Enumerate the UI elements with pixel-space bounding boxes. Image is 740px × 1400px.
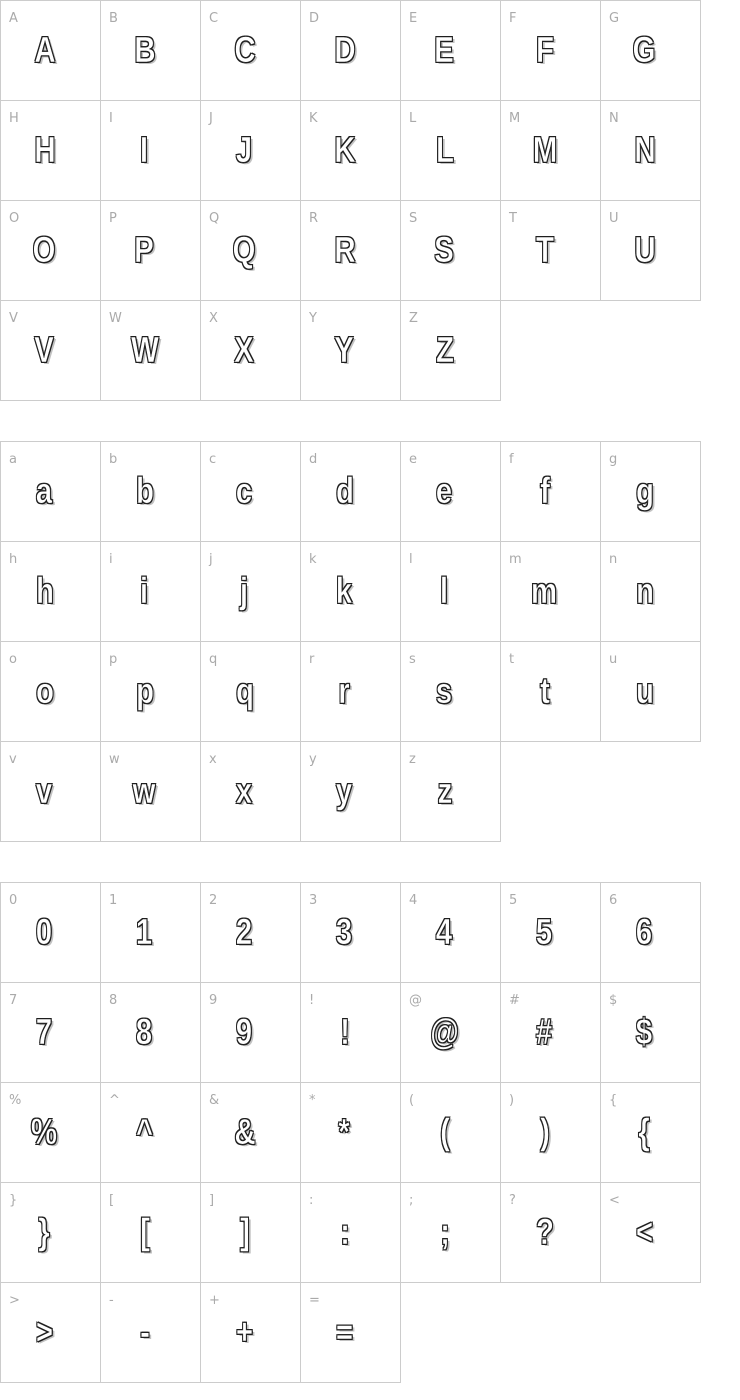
glyph: O: [33, 229, 56, 270]
glyph: x: [236, 770, 253, 811]
glyph-cell: [101, 301, 201, 401]
glyph-cell: [101, 542, 201, 642]
glyph-cell: [301, 1183, 401, 1283]
glyph-table-digits-symbols: [0, 882, 701, 1383]
cell-label: G: [609, 11, 620, 26]
glyph-cell: [201, 301, 301, 401]
cell-label: !: [309, 993, 315, 1008]
glyph-row: [1, 1083, 701, 1183]
cell-label: Q: [209, 211, 220, 226]
glyph: Y: [334, 329, 355, 370]
glyph-cell: [201, 1283, 301, 1383]
cell-label: a: [9, 452, 17, 467]
glyph: b: [135, 470, 154, 511]
cell-label: 5: [509, 893, 518, 908]
glyph: q: [235, 670, 254, 711]
cell-label: o: [9, 652, 17, 667]
glyph-cell: [501, 642, 601, 742]
glyph: =: [335, 1311, 354, 1352]
cell-label: E: [409, 11, 418, 26]
glyph: U: [633, 229, 656, 270]
glyph-cell: [601, 1083, 701, 1183]
cell-label: S: [409, 211, 418, 226]
cell-label: =: [309, 1293, 320, 1308]
glyph-line: [401, 1183, 500, 1281]
glyph-cell: [401, 1183, 501, 1283]
glyph-cell: [201, 742, 301, 842]
cell-label: 2: [209, 893, 218, 908]
cell-label: *: [309, 1093, 316, 1108]
cell-label: b: [109, 452, 118, 467]
glyph: ?: [535, 1211, 554, 1252]
glyph: h: [35, 570, 54, 611]
glyph-line: [401, 1083, 500, 1181]
cell-label: #: [509, 993, 520, 1008]
cell-label: c: [209, 452, 217, 467]
glyph-row: [1, 301, 701, 401]
glyph-cell: [601, 542, 701, 642]
glyph: t: [539, 670, 550, 711]
cell-label: r: [309, 652, 315, 667]
glyph-cell: [101, 1183, 201, 1283]
cell-label: s: [409, 652, 416, 667]
glyph: m: [531, 570, 558, 611]
cell-label: l: [409, 552, 413, 567]
glyph-cell: [101, 101, 201, 201]
glyph-cell: [201, 1, 301, 101]
glyph-line: [301, 983, 400, 1081]
glyph: E: [434, 29, 455, 70]
cell-label: ^: [109, 1093, 120, 1108]
glyph-row: [1, 742, 701, 842]
cell-label: +: [209, 1293, 220, 1308]
glyph-cell: [401, 1, 501, 101]
cell-label: m: [509, 552, 522, 567]
glyph: M: [532, 129, 557, 170]
glyph: 3: [336, 911, 353, 952]
cell-label: U: [609, 211, 619, 226]
glyph-cell: [501, 542, 601, 642]
glyph: D: [333, 29, 356, 70]
glyph-cell: [301, 201, 401, 301]
glyph: o: [35, 670, 54, 711]
glyph-cell: [1, 742, 101, 842]
glyph-cell: [501, 201, 601, 301]
glyph: ^: [135, 1111, 154, 1152]
glyph-line: [501, 642, 600, 740]
glyph-cell: [401, 301, 501, 401]
cell-label: j: [209, 552, 213, 567]
glyph: B: [133, 29, 156, 70]
glyph: 5: [536, 911, 553, 952]
glyph: -: [139, 1311, 150, 1352]
cell-label: f: [509, 452, 514, 467]
cell-label: V: [9, 311, 18, 326]
glyph: n: [635, 570, 654, 611]
cell-label: z: [409, 752, 416, 767]
glyph-cell: [101, 201, 201, 301]
glyph-cell: [1, 1083, 101, 1183]
cell-label: h: [9, 552, 18, 567]
cell-label: ;: [409, 1193, 414, 1208]
cell-label: ): [509, 1093, 515, 1108]
cell-label: L: [409, 111, 417, 126]
glyph: ): [539, 1111, 550, 1152]
glyph-cell: [301, 442, 401, 542]
glyph: 8: [136, 1011, 153, 1052]
glyph-row: [1, 101, 701, 201]
glyph-line: [301, 1183, 400, 1281]
glyph-cell: [201, 442, 301, 542]
cell-label: X: [209, 311, 218, 326]
cell-label: -: [109, 1293, 114, 1308]
glyph-cell: [501, 101, 601, 201]
cell-label: M: [509, 111, 521, 126]
glyph-cell: [101, 983, 201, 1083]
glyph-cell: [301, 542, 401, 642]
glyph-cell: [501, 983, 601, 1083]
glyph: c: [236, 470, 253, 511]
glyph-cell: [101, 642, 201, 742]
glyph: X: [234, 329, 255, 370]
cell-label: {: [609, 1093, 618, 1108]
cell-label: x: [209, 752, 217, 767]
glyph-cell: [201, 1183, 301, 1283]
glyph: +: [235, 1311, 254, 1352]
cell-label: 7: [9, 993, 18, 1008]
cell-label: Y: [309, 311, 317, 326]
glyph: v: [36, 770, 53, 811]
glyph: g: [635, 470, 654, 511]
glyph-cell: [401, 983, 501, 1083]
glyph: f: [539, 470, 550, 511]
cell-label: n: [609, 552, 618, 567]
cell-label: $: [609, 993, 618, 1008]
glyph-cell: [601, 442, 701, 542]
glyph: 2: [236, 911, 253, 952]
glyph: *: [338, 1111, 351, 1152]
glyph: N: [633, 129, 656, 170]
glyph: K: [333, 129, 356, 170]
glyph: 4: [436, 911, 453, 952]
cell-label: O: [9, 211, 20, 226]
glyph: p: [135, 670, 154, 711]
glyph-cell: [401, 1083, 501, 1183]
glyph-row: [1, 1283, 701, 1383]
glyph-cell: [1, 1283, 101, 1383]
glyph: C: [233, 29, 256, 70]
cell-label: g: [609, 452, 618, 467]
cell-label: 6: [609, 893, 618, 908]
glyph-line: [101, 101, 200, 199]
cell-label: i: [109, 552, 113, 567]
cell-label: w: [109, 752, 120, 767]
glyph: k: [336, 570, 353, 611]
glyph-cell: [201, 883, 301, 983]
cell-label: A: [9, 11, 18, 26]
glyph: {: [638, 1111, 651, 1152]
glyph: I: [140, 129, 149, 170]
cell-label: 0: [9, 893, 18, 908]
glyph-row: [1, 201, 701, 301]
glyph: (: [439, 1111, 450, 1152]
glyph: s: [436, 670, 453, 711]
cell-label: ]: [209, 1193, 215, 1208]
glyph-cell: [1, 1183, 101, 1283]
glyph: l: [440, 570, 449, 611]
glyph: 1: [136, 911, 153, 952]
cell-label: K: [309, 111, 318, 126]
cell-label: u: [609, 652, 618, 667]
glyph-cell: [401, 101, 501, 201]
cell-label: (: [409, 1093, 415, 1108]
glyph-cell: [301, 742, 401, 842]
glyph-cell: [301, 1283, 401, 1383]
glyph: G: [633, 29, 656, 70]
glyph-cell: [201, 101, 301, 201]
glyph: H: [33, 129, 56, 170]
glyph: F: [535, 29, 554, 70]
cell-label: B: [109, 11, 118, 26]
cell-label: T: [509, 211, 517, 226]
glyph-table-lowercase: [0, 441, 701, 842]
glyph-cell: [201, 1083, 301, 1183]
glyph-cell: [1, 201, 101, 301]
glyph: S: [434, 229, 455, 270]
glyph-cell: [501, 442, 601, 542]
glyph: !: [339, 1011, 350, 1052]
glyph-cell: [301, 1, 401, 101]
cell-label: F: [509, 11, 517, 26]
glyph-row: [1, 1, 701, 101]
glyph-cell: [1, 883, 101, 983]
glyph-row: [1, 983, 701, 1083]
cell-label: 4: [409, 893, 418, 908]
glyph: y: [336, 770, 353, 811]
glyph-cell: [201, 642, 301, 742]
glyph-cell: [501, 1183, 601, 1283]
cell-label: e: [409, 452, 417, 467]
cell-label: H: [9, 111, 19, 126]
glyph-cell: [101, 1, 201, 101]
cell-label: N: [609, 111, 619, 126]
glyph-row: [1, 542, 701, 642]
glyph: Z: [435, 329, 454, 370]
glyph-cell: [601, 983, 701, 1083]
glyph: @: [430, 1011, 459, 1052]
cell-label: 8: [109, 993, 118, 1008]
glyph: i: [140, 570, 149, 611]
glyph-cell: [1, 642, 101, 742]
glyph-row: [1, 1183, 701, 1283]
glyph: w: [133, 770, 156, 811]
glyph-cell: [601, 1183, 701, 1283]
cell-label: I: [109, 111, 113, 126]
cell-label: J: [209, 111, 213, 126]
glyph: L: [435, 129, 454, 170]
glyph-line: [201, 1183, 300, 1281]
glyph-cell: [201, 201, 301, 301]
cell-label: Z: [409, 311, 418, 326]
glyph-line: [501, 1083, 600, 1181]
glyph-line: [201, 101, 300, 199]
glyph: 6: [636, 911, 653, 952]
glyph-line: [101, 542, 200, 640]
cell-label: q: [209, 652, 218, 667]
glyph-cell: [101, 1083, 201, 1183]
glyph: }: [38, 1211, 51, 1252]
glyph: u: [635, 670, 654, 711]
glyph: [: [139, 1211, 150, 1252]
glyph-cell: [601, 101, 701, 201]
glyph-cell: [301, 301, 401, 401]
glyph-cell: [301, 1083, 401, 1183]
cell-label: C: [209, 11, 219, 26]
glyph-cell: [401, 542, 501, 642]
cell-label: D: [309, 11, 320, 26]
glyph-cell: [601, 1, 701, 101]
glyph: P: [134, 229, 155, 270]
glyph-line: [101, 1183, 200, 1281]
cell-label: d: [309, 452, 318, 467]
cell-label: 3: [309, 893, 318, 908]
glyph-cell: [601, 201, 701, 301]
cell-label: k: [309, 552, 317, 567]
cell-label: 9: [209, 993, 218, 1008]
cell-label: y: [309, 752, 317, 767]
glyph-cell: [101, 442, 201, 542]
glyph-table-uppercase: [0, 0, 701, 401]
glyph: <: [635, 1211, 654, 1252]
glyph-cell: [101, 1283, 201, 1383]
glyph: ]: [239, 1211, 250, 1252]
glyph: Q: [233, 229, 256, 270]
glyph-cell: [101, 883, 201, 983]
cell-label: R: [309, 211, 319, 226]
glyph: 9: [236, 1011, 253, 1052]
glyph: e: [436, 470, 453, 511]
glyph: A: [33, 29, 56, 70]
glyph: 0: [36, 911, 53, 952]
glyph-cell: [201, 983, 301, 1083]
glyph: #: [536, 1011, 553, 1052]
glyph-line: [101, 1283, 200, 1381]
glyph-cell: [601, 883, 701, 983]
cell-label: W: [109, 311, 122, 326]
glyph-row: [1, 442, 701, 542]
glyph-cell: [501, 1, 601, 101]
glyph: W: [130, 329, 159, 370]
glyph: J: [236, 129, 253, 170]
glyph-line: [401, 542, 500, 640]
glyph-cell: [1, 442, 101, 542]
glyph: $: [636, 1011, 653, 1052]
glyph-cell: [1, 301, 101, 401]
cell-label: }: [9, 1193, 18, 1208]
glyph-cell: [1, 101, 101, 201]
cell-label: p: [109, 652, 118, 667]
glyph: %: [31, 1111, 58, 1152]
glyph-cell: [301, 883, 401, 983]
glyph: r: [338, 670, 351, 711]
glyph: V: [34, 329, 55, 370]
glyph: z: [437, 770, 452, 811]
cell-label: t: [509, 652, 515, 667]
glyph-line: [301, 642, 400, 740]
glyph-cell: [501, 1083, 601, 1183]
glyph: j: [240, 570, 249, 611]
glyph: 7: [36, 1011, 53, 1052]
cell-label: @: [409, 993, 422, 1008]
glyph-cell: [401, 442, 501, 542]
glyph-row: [1, 642, 701, 742]
cell-label: <: [609, 1193, 620, 1208]
glyph: ;: [439, 1211, 450, 1252]
glyph-cell: [401, 201, 501, 301]
glyph-cell: [301, 642, 401, 742]
glyph-cell: [301, 983, 401, 1083]
glyph-cell: [401, 742, 501, 842]
glyph-row: [1, 883, 701, 983]
cell-label: ?: [509, 1193, 516, 1208]
glyph-line: [201, 542, 300, 640]
glyph-cell: [1, 542, 101, 642]
glyph: >: [35, 1311, 54, 1352]
glyph: a: [36, 470, 53, 511]
glyph-cell: [401, 883, 501, 983]
glyph: &: [233, 1111, 256, 1152]
glyph-cell: [1, 1, 101, 101]
glyph-cell: [401, 642, 501, 742]
glyph-cell: [101, 742, 201, 842]
cell-label: v: [9, 752, 17, 767]
cell-label: [: [109, 1193, 115, 1208]
glyph: T: [535, 229, 554, 270]
glyph: d: [335, 470, 354, 511]
cell-label: :: [309, 1193, 314, 1208]
glyph: :: [339, 1211, 350, 1252]
glyph-cell: [601, 642, 701, 742]
glyph-line: [501, 442, 600, 540]
cell-label: P: [109, 211, 117, 226]
cell-label: &: [209, 1093, 220, 1108]
glyph-cell: [501, 883, 601, 983]
glyph: R: [333, 229, 356, 270]
glyph-cell: [201, 542, 301, 642]
cell-label: 1: [109, 893, 118, 908]
cell-label: >: [9, 1293, 20, 1308]
glyph-cell: [1, 983, 101, 1083]
cell-label: %: [9, 1093, 22, 1108]
glyph-cell: [301, 101, 401, 201]
